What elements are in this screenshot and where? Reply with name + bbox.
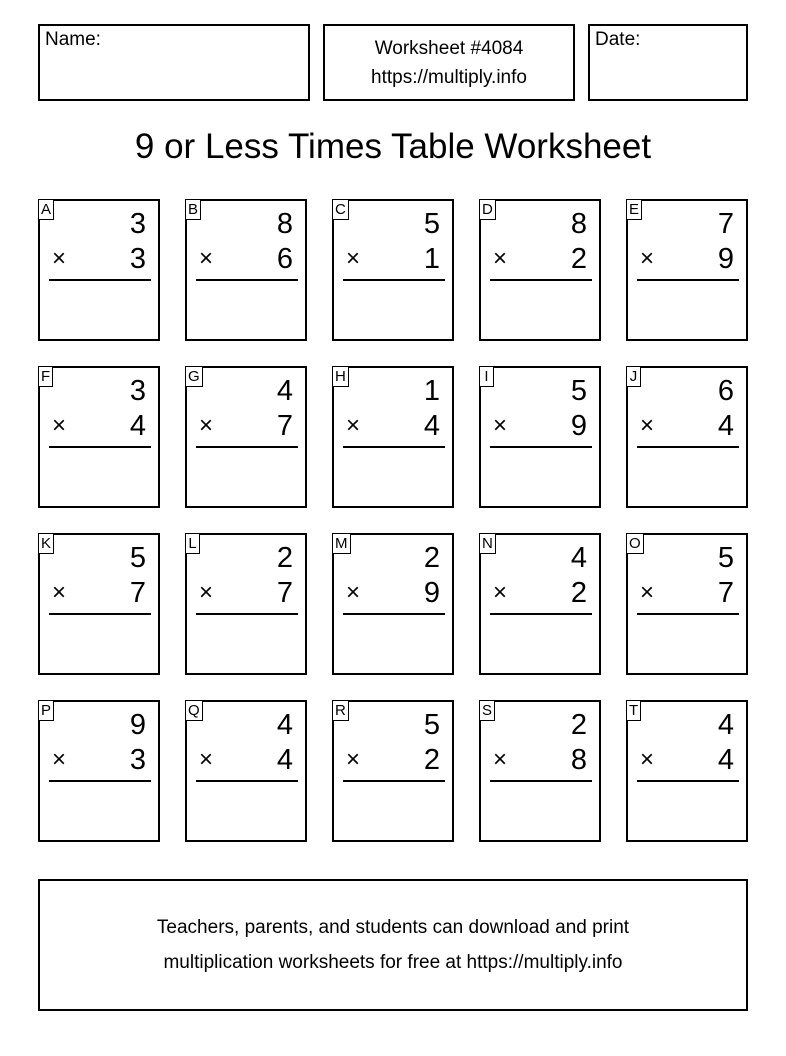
answer-line: [49, 613, 151, 615]
multiplicand: 5: [570, 375, 587, 407]
answer-line: [637, 613, 739, 615]
problem-label: F: [39, 367, 53, 387]
date-field[interactable]: [588, 24, 748, 101]
worksheet-website: https://multiply.info: [371, 66, 527, 88]
answer-line: [343, 780, 445, 782]
worksheet-info-box: [323, 24, 575, 101]
problem-label: K: [39, 534, 54, 554]
answer-line: [637, 780, 739, 782]
problem-label: Q: [186, 701, 203, 721]
answer-line: [49, 780, 151, 782]
multiplier: 6: [276, 243, 293, 275]
multiplicand: 8: [276, 208, 293, 240]
problem-card[interactable]: [185, 366, 307, 508]
times-sign: ×: [640, 245, 655, 272]
page-title: 9 or Less Times Table Worksheet: [134, 127, 652, 166]
multiplicand: 2: [276, 542, 293, 574]
problem-card[interactable]: [332, 700, 454, 842]
problem-label: M: [333, 534, 351, 554]
multiplicand: 2: [570, 709, 587, 741]
problem-label: D: [480, 200, 496, 220]
times-sign: ×: [199, 746, 214, 773]
multiplier: 7: [276, 577, 293, 609]
times-sign: ×: [52, 245, 67, 272]
times-sign: ×: [493, 746, 508, 773]
problem-card[interactable]: [38, 700, 160, 842]
problem-card[interactable]: [38, 199, 160, 341]
answer-line: [490, 780, 592, 782]
multiplier: 3: [129, 243, 146, 275]
problem-label: H: [333, 367, 349, 387]
problem-label: A: [39, 200, 54, 220]
footer-note: [38, 879, 748, 1011]
problem-label: S: [480, 701, 495, 721]
multiplier: 2: [570, 243, 587, 275]
answer-line: [196, 780, 298, 782]
problem-card[interactable]: [626, 700, 748, 842]
times-sign: ×: [346, 746, 361, 773]
problem-label: N: [480, 534, 496, 554]
times-sign: ×: [493, 245, 508, 272]
answer-line: [343, 279, 445, 281]
answer-line: [343, 446, 445, 448]
multiplier: 2: [423, 744, 440, 776]
problem-label: O: [627, 534, 644, 554]
problem-card[interactable]: [479, 533, 601, 675]
answer-line: [196, 613, 298, 615]
problem-label: B: [186, 200, 201, 220]
multiplicand: 7: [717, 208, 734, 240]
multiplier: 8: [570, 744, 587, 776]
multiplicand: 4: [276, 375, 293, 407]
times-sign: ×: [199, 245, 214, 272]
worksheet-number: Worksheet #4084: [374, 37, 524, 59]
problem-card[interactable]: [479, 700, 601, 842]
problem-card[interactable]: [332, 199, 454, 341]
multiplicand: 5: [423, 208, 440, 240]
multiplicand: 5: [717, 542, 734, 574]
problem-card[interactable]: [185, 533, 307, 675]
problem-card[interactable]: [332, 533, 454, 675]
times-sign: ×: [346, 412, 361, 439]
multiplicand: 1: [423, 375, 440, 407]
multiplier: 4: [129, 410, 146, 442]
multiplicand: 4: [570, 542, 587, 574]
times-sign: ×: [52, 746, 67, 773]
times-sign: ×: [640, 746, 655, 773]
footer-line-1: Teachers, parents, and students can download and print: [156, 917, 630, 938]
multiplicand: 4: [717, 709, 734, 741]
multiplier: 4: [717, 744, 734, 776]
times-sign: ×: [199, 412, 214, 439]
times-sign: ×: [346, 579, 361, 606]
problem-label: I: [480, 367, 494, 387]
multiplier: 9: [570, 410, 587, 442]
multiplier: 1: [423, 243, 440, 275]
date-label: Date:: [595, 29, 641, 50]
multiplicand: 2: [423, 542, 440, 574]
multiplier: 9: [423, 577, 440, 609]
multiplicand: 3: [129, 375, 146, 407]
times-sign: ×: [346, 245, 361, 272]
multiplier: 4: [423, 410, 440, 442]
multiplier: 4: [717, 410, 734, 442]
problem-card[interactable]: [626, 366, 748, 508]
multiplier: 7: [276, 410, 293, 442]
answer-line: [637, 279, 739, 281]
name-field[interactable]: [38, 24, 310, 101]
times-sign: ×: [52, 579, 67, 606]
footer-line-2: multiplication worksheets for free at https://multiply.info: [163, 952, 623, 973]
multiplicand: 5: [423, 709, 440, 741]
answer-line: [490, 446, 592, 448]
problem-card[interactable]: [38, 366, 160, 508]
multiplicand: 8: [570, 208, 587, 240]
times-sign: ×: [493, 412, 508, 439]
answer-line: [49, 279, 151, 281]
problem-card[interactable]: [479, 366, 601, 508]
multiplicand: 3: [129, 208, 146, 240]
problem-label: P: [39, 701, 54, 721]
problem-card[interactable]: [185, 199, 307, 341]
multiplier: 4: [276, 744, 293, 776]
multiplicand: 4: [276, 709, 293, 741]
answer-line: [343, 613, 445, 615]
multiplicand: 6: [717, 375, 734, 407]
multiplicand: 5: [129, 542, 146, 574]
problem-label: E: [627, 200, 642, 220]
answer-line: [490, 613, 592, 615]
answer-line: [490, 279, 592, 281]
problem-label: L: [186, 534, 200, 554]
problem-card[interactable]: [479, 199, 601, 341]
times-sign: ×: [52, 412, 67, 439]
problem-card[interactable]: [332, 366, 454, 508]
problem-card[interactable]: [185, 700, 307, 842]
multiplier: 3: [129, 744, 146, 776]
answer-line: [196, 446, 298, 448]
problem-card[interactable]: [38, 533, 160, 675]
answer-line: [196, 279, 298, 281]
times-sign: ×: [199, 579, 214, 606]
name-label: Name:: [45, 29, 101, 50]
multiplier: 7: [129, 577, 146, 609]
problem-label: R: [333, 701, 349, 721]
times-sign: ×: [493, 579, 508, 606]
problem-card[interactable]: [626, 533, 748, 675]
multiplier: 7: [717, 577, 734, 609]
problem-label: C: [333, 200, 349, 220]
answer-line: [637, 446, 739, 448]
problem-label: G: [186, 367, 203, 387]
multiplicand: 9: [129, 709, 146, 741]
problem-grid: [38, 199, 748, 842]
times-sign: ×: [640, 412, 655, 439]
problem-card[interactable]: [626, 199, 748, 341]
problem-label: T: [627, 701, 641, 721]
multiplier: 2: [570, 577, 587, 609]
answer-line: [49, 446, 151, 448]
problem-label: J: [627, 367, 641, 387]
times-sign: ×: [640, 579, 655, 606]
multiplier: 9: [717, 243, 734, 275]
